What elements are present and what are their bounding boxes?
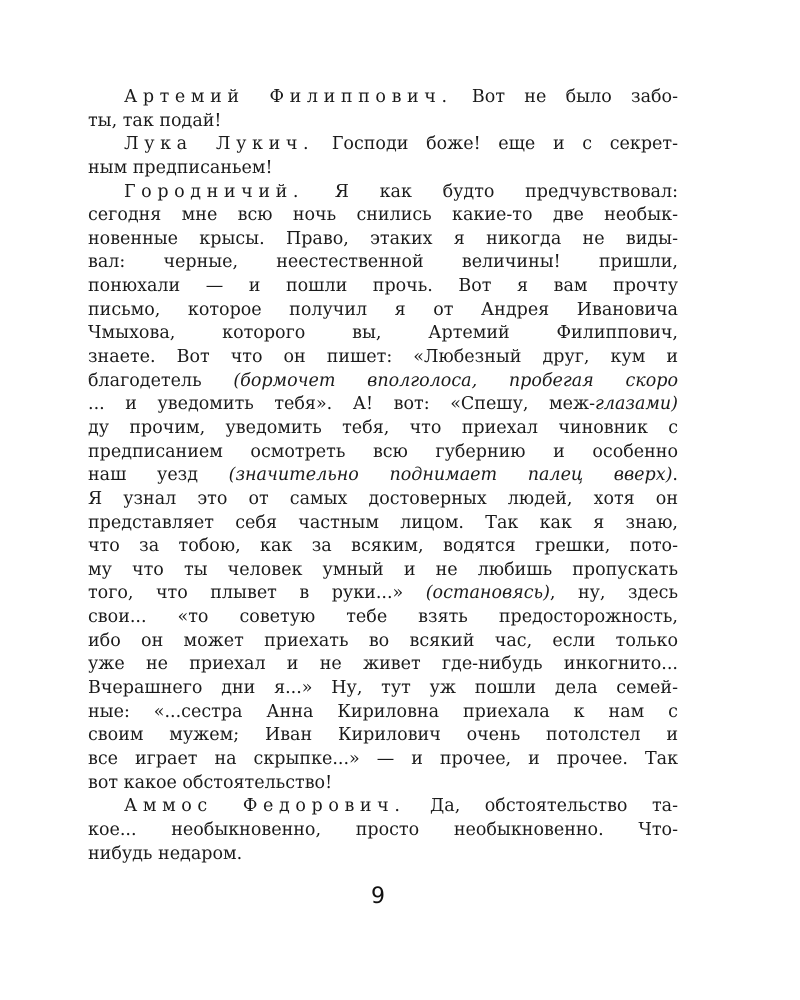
paragraph-artemiy-1 [88, 86, 678, 133]
line-text: ибо он может приехать во всякий час, если только [88, 630, 678, 651]
line-text: Вот не было забо- [452, 87, 678, 107]
text-line [88, 417, 678, 441]
stage-direction: (бормочет вполголоса, пробегая скоро [233, 370, 678, 391]
stage-direction: (значительно поднимает палец вверх) [228, 465, 673, 486]
text-line [88, 582, 678, 606]
text-line [88, 464, 678, 488]
paragraph-luka-1 [88, 133, 678, 180]
text-line [88, 606, 678, 630]
text-line [88, 819, 678, 843]
text-line [88, 346, 678, 370]
line-text: кое... необыкновенно, просто необыкновенно. Что- [88, 819, 678, 840]
line-text: Я узнал это от самых достоверных людей, хотя он [88, 488, 678, 509]
line-text: . [672, 465, 678, 486]
line-text: ным предписаньем! [88, 157, 273, 178]
line-text: свои... «то советую тебе взять предосторожность, [88, 607, 678, 628]
text-line [88, 370, 678, 394]
text-line [88, 275, 678, 299]
text-line [88, 204, 678, 228]
text-line [88, 535, 678, 559]
text-line [88, 488, 678, 512]
line-text: своим мужем; Иван Кирилович очень потолстел и [88, 725, 678, 746]
text-line [88, 441, 678, 465]
text-line [88, 322, 678, 346]
speaker-name: Артемий Филиппович. [124, 87, 453, 107]
line-text: понюхали — и пошли прочь. Вот я вам прочту [88, 276, 678, 297]
line-text: , ну, здесь [549, 583, 678, 604]
text-line [88, 843, 678, 867]
text-line [88, 724, 678, 748]
text-line [88, 86, 678, 110]
line-text: все играет на скрыпке...» — и прочее, и прочее. Так [88, 748, 678, 769]
line-text: того, что плывет в руки...» [88, 583, 426, 604]
line-text: ... и уведомить тебя». А! вот: «Спешу, меж- [88, 394, 595, 415]
page-number: 9 [371, 884, 385, 909]
play-text [88, 86, 678, 866]
line-text: уже не приехал и не живет где-нибудь инкогнито... [88, 654, 678, 675]
line-text: нибудь недаром. [88, 843, 243, 864]
line-text: знаете. Вот что он пишет: «Любезный друг, кум и [88, 347, 678, 368]
text-line [88, 677, 678, 701]
text-line [88, 157, 678, 181]
text-line [88, 795, 678, 819]
text-line [88, 630, 678, 654]
text-line [88, 748, 678, 772]
line-text: Господи боже! еще и с секрет- [314, 134, 678, 155]
line-text: Вчерашнего дни я...» Ну, тут уж пошли дела семей- [88, 678, 678, 699]
stage-direction: (остановясь) [425, 583, 550, 604]
text-line [88, 110, 678, 134]
line-text: письмо, которое получил я от Андрея Ивановича [88, 299, 678, 320]
line-text: благодетель [88, 370, 234, 391]
line-text: Да, обстоятельство та- [405, 796, 678, 817]
line-text: Чмыхова, которого вы, Артемий Филиппович, [88, 323, 678, 344]
text-line [88, 251, 678, 275]
line-text: Я как будто предчувствовал: [304, 181, 678, 202]
text-line [88, 559, 678, 583]
line-text: ные: «...сестра Анна Кириловна приехала к нам с [88, 701, 678, 722]
text-line [88, 653, 678, 677]
speaker-name: Городничий. [124, 181, 305, 202]
line-text: сегодня мне всю ночь снились какие-то две необык- [88, 205, 678, 226]
paragraph-gorodnichiy-1 [88, 181, 678, 796]
text-line [88, 393, 678, 417]
text-line [88, 133, 678, 157]
text-line [88, 299, 678, 323]
speaker-name: Аммос Федорович. [124, 796, 406, 817]
line-text: вал: черные, неестественной величины! пришли, [88, 252, 678, 273]
line-text: наш уезд [88, 465, 229, 486]
line-text: му что ты человек умный и не любишь пропускать [88, 559, 678, 580]
line-text: представляет себя частным лицом. Так как я знаю, [88, 512, 678, 533]
text-line [88, 701, 678, 725]
speaker-name: Лука Лукич. [124, 134, 315, 155]
line-text: ду прочим, уведомить тебя, что приехал чиновник с [88, 417, 678, 438]
text-line [88, 181, 678, 205]
stage-direction: глазами) [594, 394, 678, 415]
line-text: что за тобою, как за всяким, водятся грешки, пото- [88, 536, 678, 557]
line-text: новенные крысы. Право, этаких я никогда не виды- [88, 228, 678, 249]
text-line [88, 512, 678, 536]
text-line [88, 228, 678, 252]
line-text: ты, так подай! [88, 110, 222, 131]
text-line [88, 772, 678, 796]
line-text: предписанием осмотреть всю губернию и особенно [88, 441, 678, 462]
paragraph-ammos-1 [88, 795, 678, 866]
line-text: вот какое обстоятельство! [88, 772, 333, 793]
